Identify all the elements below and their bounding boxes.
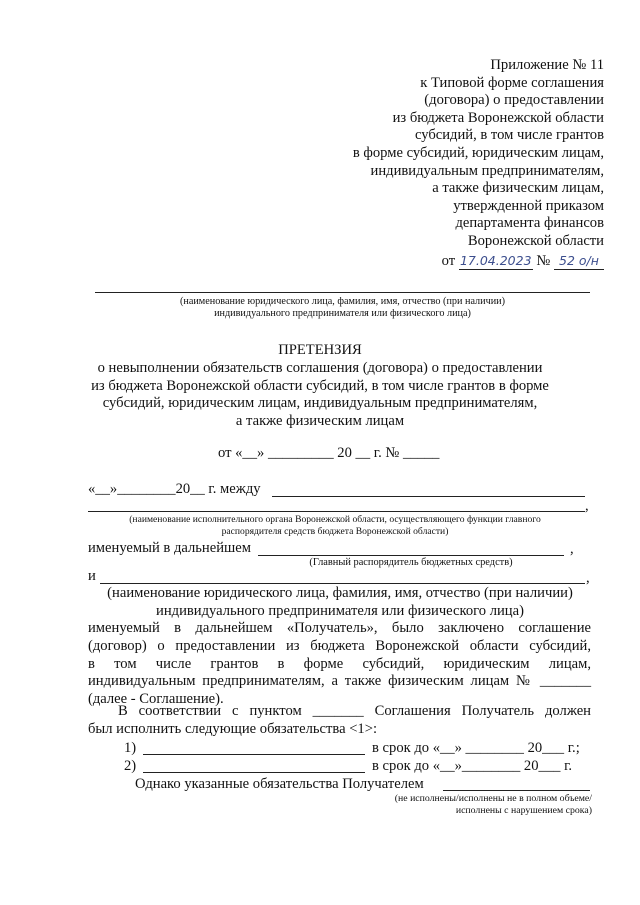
from-label: от	[441, 252, 456, 269]
claim-title	[60, 342, 580, 431]
header-line: (договора) о предоставлении	[424, 92, 604, 109]
claim-subtitle-line: а также физическим лицам	[235, 413, 405, 430]
header-line: утвержденной приказом	[453, 197, 604, 214]
recipient-line	[95, 292, 590, 293]
claim-date-line: от «__» _________ 20 __ г. № _____	[218, 445, 440, 461]
obligation-line	[143, 772, 365, 773]
order-date-line	[353, 252, 604, 271]
header-line: а также физическим лицам,	[432, 180, 604, 197]
recipient-caption-1: (наименование юридического лица, фамилия, имя, отчество (при наличии)	[179, 296, 506, 307]
legal-caption-1: (наименование юридического лица, фамилия, имя, отчество (при наличии)	[107, 585, 573, 601]
claim-subtitle-line: субсидий, юридическим лицам, индивидуальным предпринимателям,	[102, 395, 538, 412]
accordance-line: В соответствии с пунктом _______ Соглашения Получатель должен	[118, 703, 591, 719]
header-line: департамента финансов	[455, 215, 604, 232]
obligation-number: 1)	[124, 740, 137, 756]
paragraph-line: (далее - Соглашение).	[88, 691, 224, 708]
party-name-line	[88, 511, 585, 512]
agreement-date-prefix: «__»________20__ г. между	[88, 481, 261, 497]
obligation-deadline: в срок до «__» ________ 20___ г.;	[372, 740, 580, 756]
header-line: субсидий, в том числе грантов	[414, 127, 604, 144]
recipient-caption	[95, 296, 590, 321]
number-label: №	[536, 252, 551, 269]
paragraph-line: (договор) о предоставлении из бюджета Воронежской области субсидий,	[88, 637, 591, 654]
however-caption-1: (не исполнены/исполнены не в полном объеме/	[394, 793, 592, 804]
hereinafter-prefix: именуемый в дальнейшем	[88, 540, 251, 556]
party-name-line-top	[272, 496, 585, 497]
comma: ,	[586, 570, 590, 586]
paragraph-line: именуемый в дальнейшем «Получатель», было заключено соглашение	[88, 620, 591, 636]
org-caption	[80, 514, 590, 537]
accordance-line: был исполнить следующие обязательства <1>:	[88, 720, 378, 737]
header-line: Приложение № 11	[490, 57, 604, 73]
header-line: в форме субсидий, юридическим лицам,	[352, 144, 604, 161]
appendix-header	[353, 57, 604, 270]
agreement-paragraph	[88, 620, 591, 709]
obligation-number: 2)	[124, 758, 137, 774]
legal-caption	[70, 585, 610, 621]
claim-heading: ПРЕТЕНЗИЯ	[278, 342, 362, 358]
recipient-caption-2: индивидуального предпринимателя или физического лица)	[214, 308, 471, 320]
paragraph-line: в том числе грантов в форме субсидий, юридическим лицам,	[88, 655, 591, 672]
however-caption	[395, 793, 592, 817]
comma: ,	[570, 541, 574, 557]
comma: ,	[585, 498, 589, 514]
obligation-deadline: в срок до «__»________ 20___ г.	[372, 758, 573, 774]
legal-entity-line	[100, 583, 585, 584]
paragraph-line: индивидуальным предпринимателям, а также физическим лицам № _______	[88, 673, 591, 690]
accordance-paragraph	[88, 703, 591, 739]
however-text: Однако указанные обязательства Получателем	[135, 776, 424, 792]
and-label: и	[88, 568, 96, 584]
org-caption-2: распорядителя средств бюджета Воронежской области)	[221, 525, 449, 537]
header-line: к Типовой форме соглашения	[420, 74, 604, 91]
header-line: индивидуальным предпринимателям,	[370, 162, 604, 179]
org-caption-1: (наименование исполнительного органа Воронежской области, осуществляющего функции главного	[129, 514, 541, 525]
claim-subtitle-line: о невыполнении обязательств соглашения (договора) о предоставлении	[97, 359, 543, 376]
legal-caption-2: индивидуального предпринимателя или физического лица)	[156, 602, 524, 619]
main-manager-line	[258, 555, 564, 556]
main-manager-caption: (Главный распорядитель бюджетных средств)	[309, 557, 513, 568]
however-caption-2: исполнены с нарушением срока)	[455, 805, 592, 816]
order-number-handwritten: 52 о/н	[554, 252, 604, 271]
obligation-line	[143, 754, 365, 755]
order-date-handwritten: 17.04.2023	[459, 252, 533, 271]
claim-subtitle-line: из бюджета Воронежской области субсидий, в том числе грантов в форме	[91, 377, 549, 394]
however-line	[443, 790, 590, 791]
header-line: Воронежской области	[467, 232, 604, 249]
header-line: из бюджета Воронежской области	[392, 109, 604, 126]
